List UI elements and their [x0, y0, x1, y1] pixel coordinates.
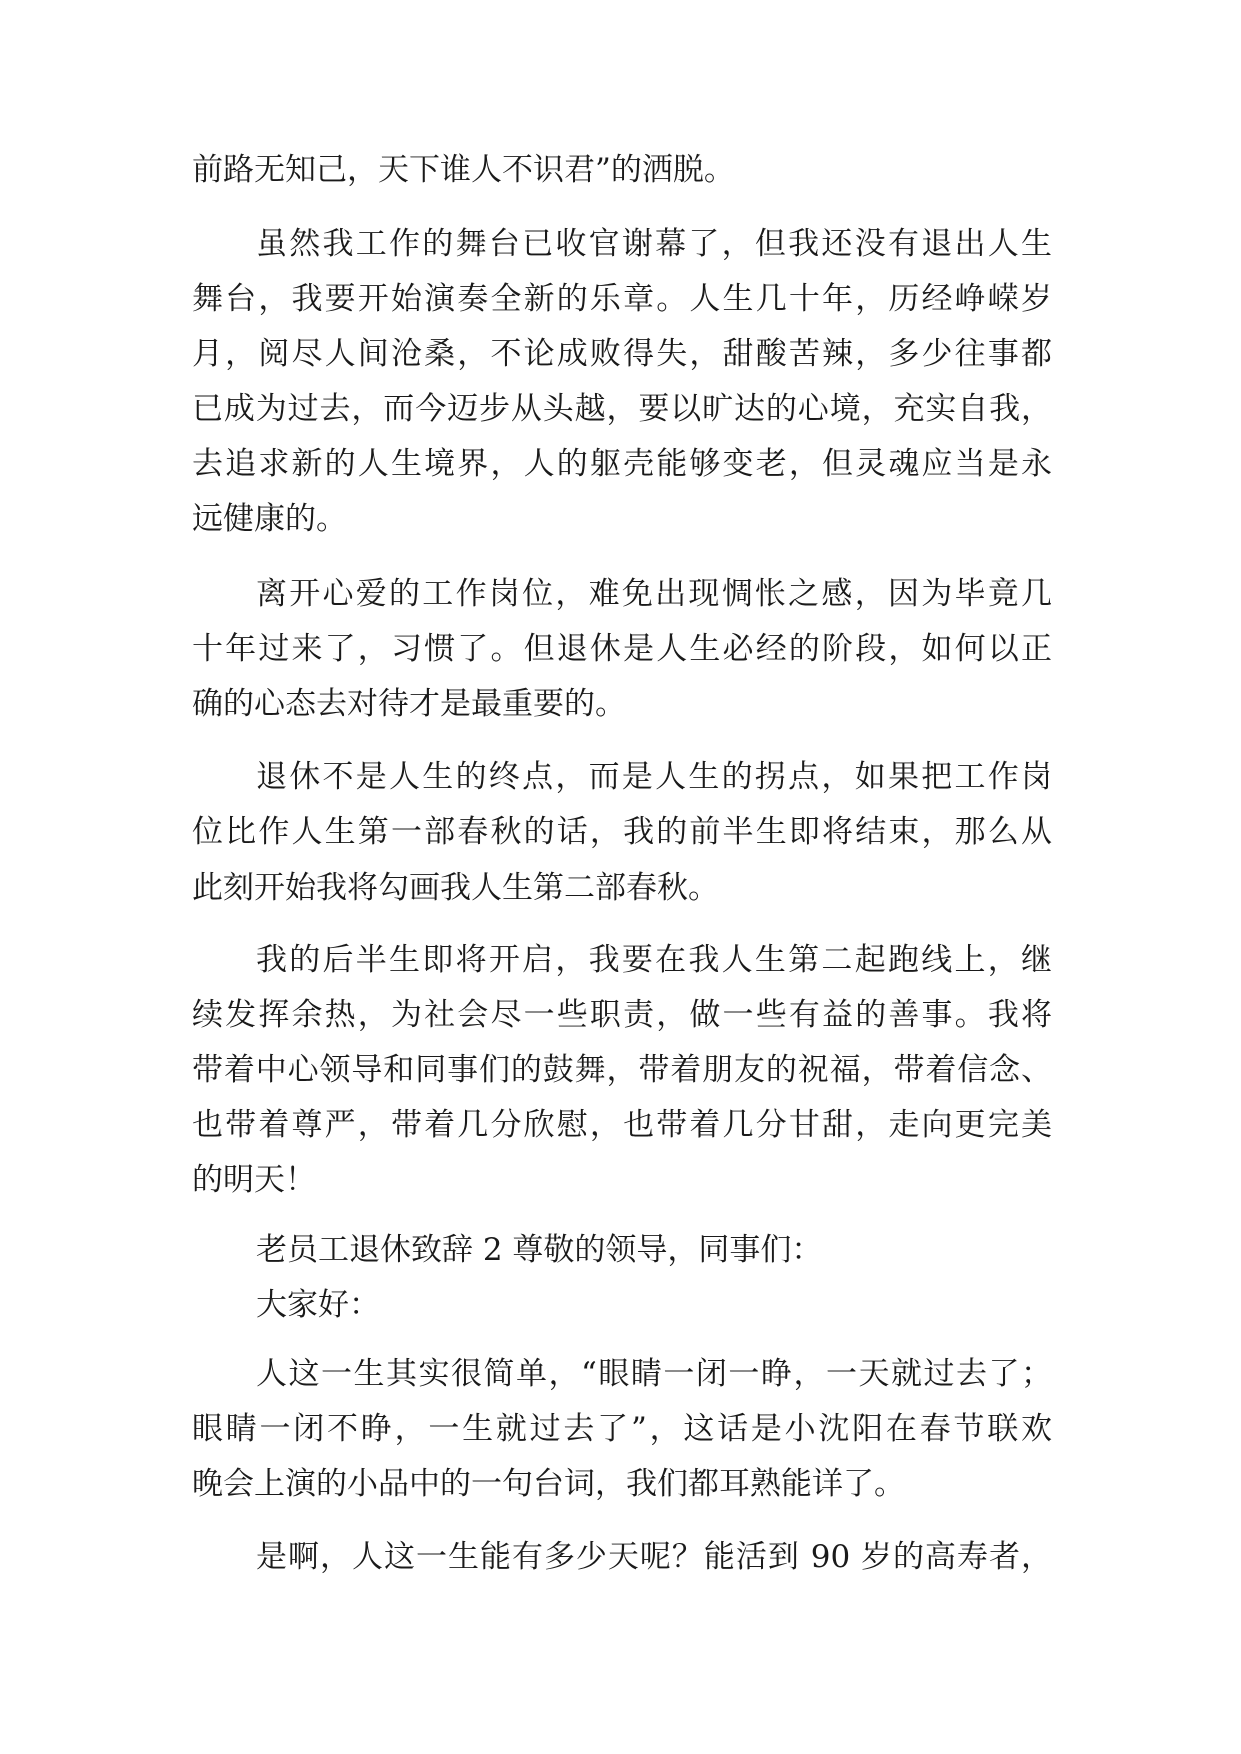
text-line: 大家好： [256, 1287, 380, 1323]
text-line: 的明天！ [192, 1162, 316, 1198]
text-line: 确的心态去对待才是最重要的。 [192, 686, 626, 722]
text-line: 已成为过去，而今迈步从头越，要以旷达的心境，充实自我， [192, 391, 1052, 427]
text-line: 前路无知己，天下谁人不识君”的洒脱。 [192, 152, 735, 188]
text-line: 此刻开始我将勾画我人生第二部春秋。 [192, 870, 719, 906]
text-line: 十年过来了，习惯了。但退休是人生必经的阶段，如何以正 [192, 631, 1052, 667]
text-line: 眼睛一闭不睁，一生就过去了”，这话是小沈阳在春节联欢 [192, 1411, 1052, 1447]
text-line: 我的后半生即将开启，我要在我人生第二起跑线上，继 [256, 942, 1052, 978]
text-line: 远健康的。 [192, 501, 347, 537]
text-line: 离开心爱的工作岗位，难免出现惆怅之感，因为毕竟几 [256, 576, 1052, 612]
text-line: 退休不是人生的终点，而是人生的拐点，如果把工作岗 [256, 759, 1052, 795]
text-line: 位比作人生第一部春秋的话，我的前半生即将结束，那么从 [192, 814, 1052, 850]
text-line: 也带着尊严，带着几分欣慰，也带着几分甘甜，走向更完美 [192, 1107, 1052, 1143]
text-line: 人这一生其实很简单，“眼睛一闭一睁，一天就过去了； [256, 1356, 1052, 1392]
text-line: 晚会上演的小品中的一句台词，我们都耳熟能详了。 [192, 1466, 905, 1502]
text-line: 月，阅尽人间沧桑，不论成败得失，甜酸苦辣，多少往事都 [192, 336, 1052, 372]
text-line: 是啊，人这一生能有多少天呢？能活到 90 岁的高寿者， [256, 1539, 1052, 1575]
text-line: 舞台，我要开始演奏全新的乐章。人生几十年，历经峥嵘岁 [192, 281, 1052, 317]
text-line: 虽然我工作的舞台已收官谢幕了，但我还没有退出人生 [256, 226, 1052, 262]
text-line: 去追求新的人生境界，人的躯壳能够变老，但灵魂应当是永 [192, 446, 1052, 482]
text-line: 续发挥余热，为社会尽一些职责，做一些有益的善事。我将 [192, 997, 1052, 1033]
text-line: 带着中心领导和同事们的鼓舞，带着朋友的祝福，带着信念、 [192, 1052, 1052, 1088]
text-line: 老员工退休致辞 2 尊敬的领导，同事们： [256, 1232, 823, 1268]
